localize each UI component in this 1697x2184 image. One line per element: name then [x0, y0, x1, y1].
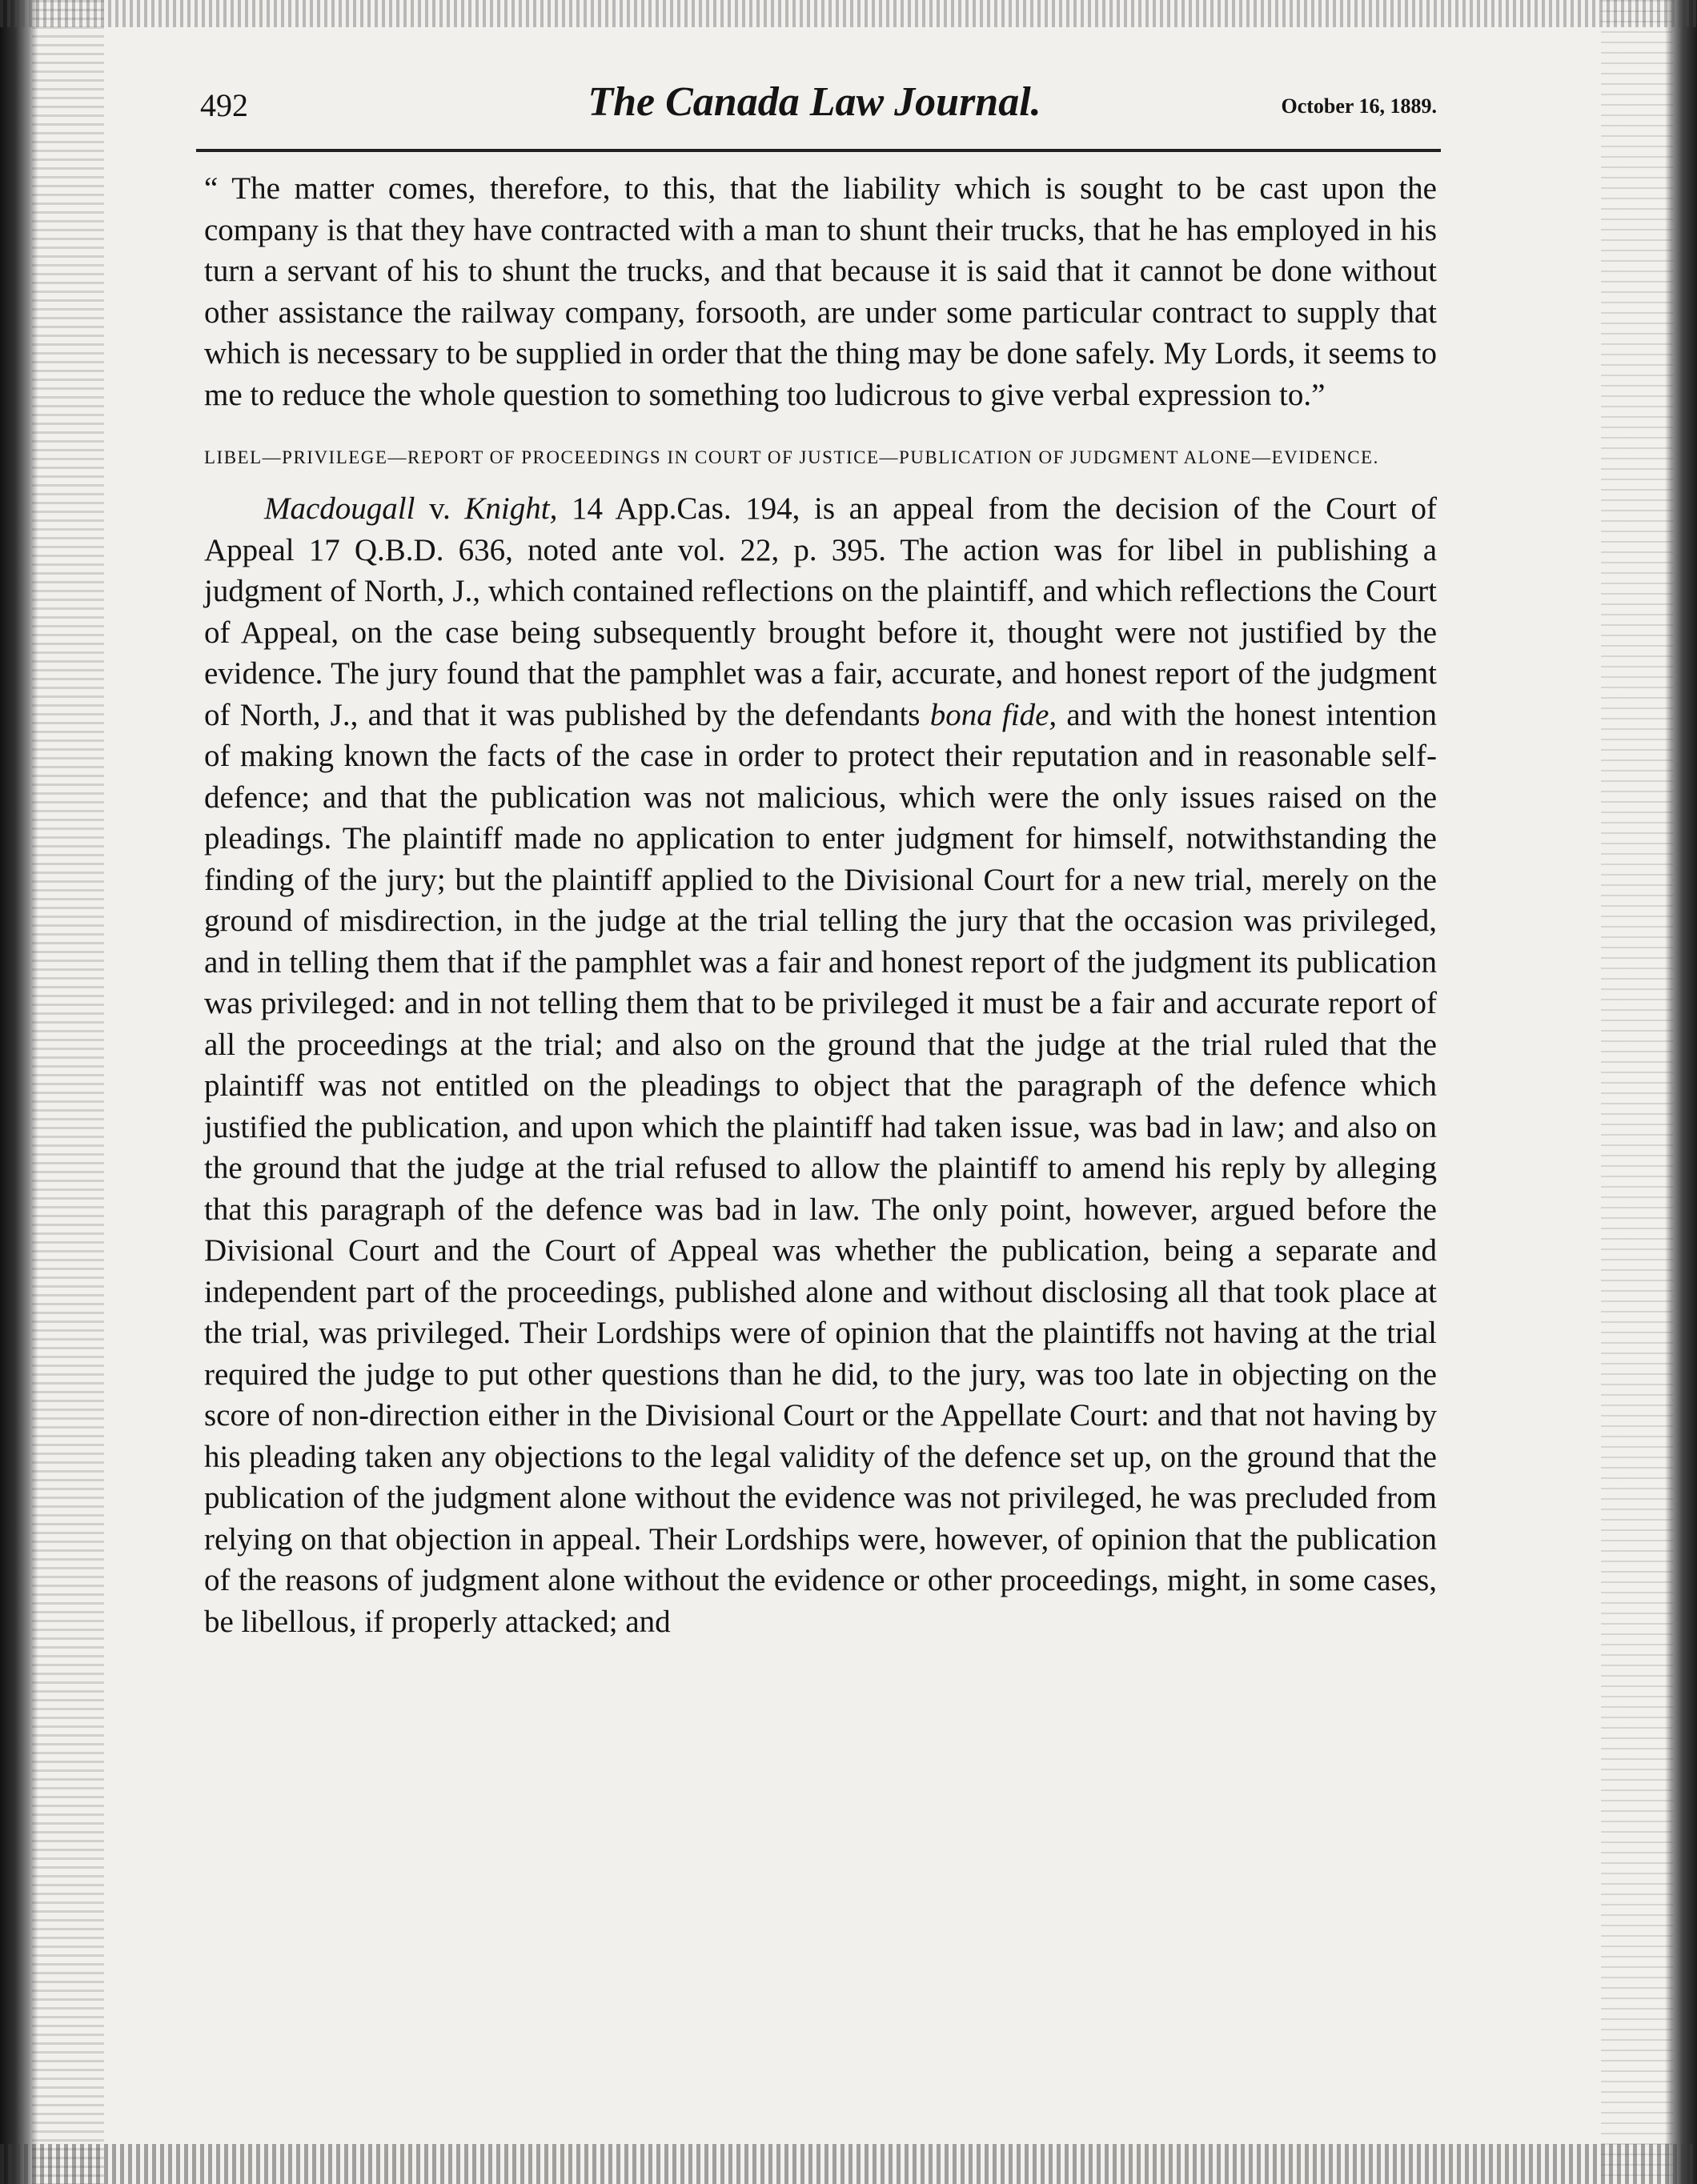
scan-edge-top — [0, 0, 1697, 27]
case-versus: v. — [415, 491, 465, 526]
header-rule — [196, 149, 1441, 152]
page-body — [204, 168, 1437, 1642]
section-heading: LIBEL—PRIVILEGE—REPORT OF PROCEEDINGS IN COURT OF JUSTICE—PUBLICATION OF JUDGMENT ALONE—EVIDENCE. — [204, 447, 1379, 467]
case-summary — [204, 488, 1437, 1642]
case-text-part-1: 14 App.Cas. 194, is an appeal from the decision of the Court of Appeal 17 Q.B.D. 636, noted ante vol. 22, p. 395. The action was for libel in publishing a judgment of North, J., which contained reflections on the plaintiff, and which reflections the Court of Appeal, on the case being subsequently brought before it, thought were not justified by the evidence. The jury found that the pamphlet was a fair, accurate, and honest report of the judgment of North, J., and that it was published by the defendants — [204, 491, 1437, 732]
page-number: 492 — [200, 87, 248, 123]
journal-title: The Canada Law Journal. — [588, 79, 1041, 125]
case-name-defendant: Knight, — [464, 491, 558, 526]
page-header — [192, 78, 1437, 134]
scan-noise-right — [1601, 0, 1673, 2184]
bona-fide-term: bona fide, — [929, 697, 1057, 732]
quotation-block — [204, 168, 1437, 415]
issue-date: October 16, 1889. — [1281, 94, 1437, 118]
case-name-plaintiff: Macdougall — [264, 491, 415, 526]
scan-edge-bottom — [0, 2144, 1697, 2184]
quotation-paragraph: “ The matter comes, therefore, to this, that the liability which is sought to be cast upon the company is that they have contracted with a man to shunt their trucks, that he has employed in his turn a servant of his to shunt the trucks, and that because it is said that it cannot be done without other assistance the railway company, forsooth, are under some particular contract to supply that which is necessary to be supplied in order that the thing may be done safely. My Lords, it seems to me to reduce the whole question to something too ludicrous to give verbal expression to.” — [204, 171, 1437, 412]
scan-noise-left — [32, 0, 104, 2184]
case-text-part-2: and with the honest intention of making known the facts of the case in order to protect their reputation and in reasonable self-defence; and that the publication was not malicious, which were the only issues raised on the pleadings. The plaintiff made no application to enter judgment for himself, notwithstanding the finding of the jury; but the plaintiff applied to the Divisional Court for a new trial, merely on the ground of misdirection, in the judge at the trial telling the jury that the occasion was privileged, and in telling them that if the pamphlet was a fair and honest report of the judgment its publication was privileged: and in not telling them that to be privileged it must be a fair and accurate report of all the proceedings at the trial; and also on the ground that the judge at the trial ruled that the plaintiff was not entitled on the pleadings to object that the paragraph of the defence which justified the publication, and upon which the plaintiff had taken issue, was bad in law; and also on the ground that the judge at the trial refused to allow the plaintiff to amend his reply by alleging that this paragraph of the defence was bad in law. The only point, however, argued before the Divisional Court and the Court of Appeal was whether the publication, being a separate and independent part of the proceedings, published alone and without disclosing all that took place at the trial, was privileged. Their Lordships were of opinion that the plaintiffs not having at the trial required the judge to put other questions than he did, to the jury, was too late in objecting on the score of non-direction either in the Divisional Court or the Appellate Court: and that not having by his pleading taken any objections to the legal validity of the defence set up, on the ground that the publication of the judgment alone without the evidence was not privileged, he was precluded from relying on that objection in appeal. Their Lordships were, however, of opinion that the publication of the reasons of judgment alone without the evidence or other proceedings, might, in some cases, be libellous, if properly attacked; and — [204, 697, 1438, 1639]
case-summary-paragraph — [204, 488, 1437, 1642]
